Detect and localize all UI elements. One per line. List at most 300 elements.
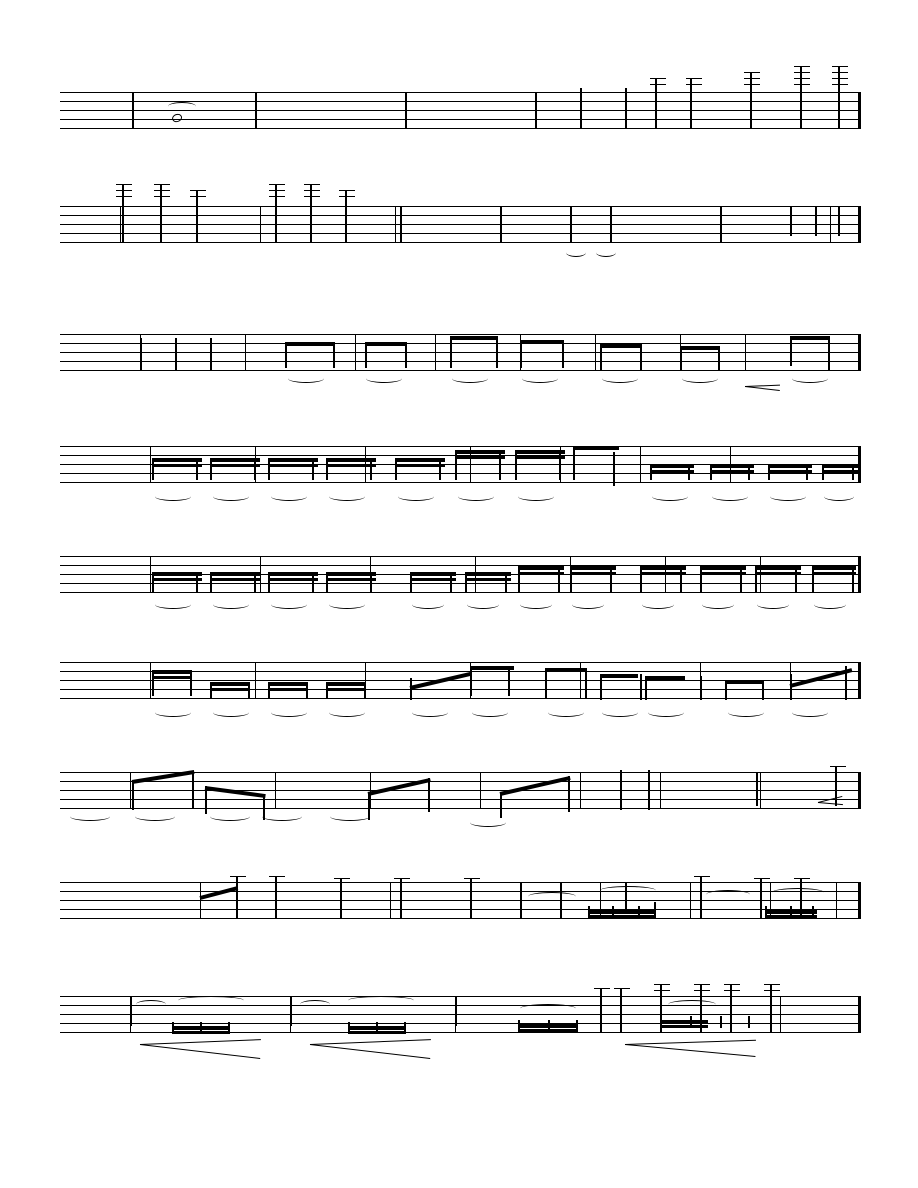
ledger-line bbox=[724, 984, 740, 985]
slur bbox=[329, 708, 365, 717]
staff-line bbox=[60, 882, 858, 883]
ledger-line bbox=[190, 196, 206, 197]
beam-secondary bbox=[410, 578, 456, 581]
beam-secondary bbox=[210, 688, 250, 691]
staff-7 bbox=[0, 772, 918, 812]
slur bbox=[520, 1004, 576, 1013]
ledger-line bbox=[116, 196, 132, 197]
beam bbox=[588, 910, 654, 914]
beamed-note-stem bbox=[499, 450, 501, 480]
slur bbox=[548, 708, 584, 717]
slur bbox=[757, 600, 789, 609]
barline bbox=[275, 772, 276, 809]
barline bbox=[260, 556, 261, 593]
ledger-line bbox=[830, 766, 846, 767]
slur bbox=[70, 812, 110, 821]
dynamic-hairpin bbox=[625, 1044, 755, 1057]
beam bbox=[650, 464, 694, 468]
note-stem bbox=[132, 92, 134, 128]
beam-secondary bbox=[465, 578, 511, 581]
beam bbox=[645, 676, 685, 680]
staff-line bbox=[60, 808, 858, 809]
note-stem bbox=[122, 184, 124, 242]
staff-line bbox=[60, 790, 858, 791]
slur bbox=[329, 492, 365, 501]
staff-line bbox=[60, 242, 858, 243]
staff-8 bbox=[0, 882, 918, 922]
barline bbox=[200, 882, 201, 919]
staff-line bbox=[60, 900, 858, 901]
note-stem bbox=[600, 988, 602, 1032]
barline bbox=[780, 996, 781, 1033]
staff-line bbox=[60, 583, 858, 584]
note-stem bbox=[580, 88, 582, 128]
barline bbox=[150, 662, 151, 699]
beam bbox=[520, 340, 564, 344]
slur bbox=[330, 812, 370, 821]
staff-5 bbox=[0, 556, 918, 596]
beam-secondary bbox=[268, 464, 318, 467]
beam bbox=[660, 1020, 708, 1024]
slur bbox=[168, 102, 196, 111]
beamed-note-stem bbox=[640, 674, 642, 700]
slur bbox=[467, 600, 499, 609]
slur bbox=[770, 492, 806, 501]
ledger-line bbox=[754, 878, 770, 879]
beamed-note-stem bbox=[720, 1016, 722, 1028]
beam bbox=[152, 458, 202, 462]
ledger-line bbox=[744, 78, 760, 79]
final-barline bbox=[858, 996, 861, 1033]
beam bbox=[700, 566, 746, 570]
staff-line bbox=[60, 996, 858, 997]
note-stem bbox=[500, 206, 502, 242]
staff-line bbox=[60, 343, 858, 344]
slur bbox=[348, 996, 414, 1005]
beam-secondary bbox=[326, 578, 376, 581]
beamed-note-stem bbox=[756, 772, 758, 806]
staff-2 bbox=[0, 206, 918, 246]
slur bbox=[728, 708, 764, 717]
note-stem bbox=[770, 984, 772, 1032]
staff-line bbox=[60, 909, 858, 910]
beamed-note-stem bbox=[835, 766, 837, 806]
slur bbox=[155, 708, 191, 717]
notehead-open bbox=[171, 113, 183, 123]
beamed-note-stem bbox=[470, 666, 472, 696]
beamed-note-stem bbox=[585, 668, 587, 698]
slur bbox=[642, 600, 674, 609]
slur bbox=[329, 600, 365, 609]
beam-secondary bbox=[210, 578, 260, 581]
slur bbox=[155, 600, 191, 609]
slur bbox=[262, 812, 302, 821]
slur bbox=[596, 248, 616, 257]
note-stem bbox=[255, 92, 257, 128]
beam bbox=[410, 572, 456, 576]
staff-line bbox=[60, 224, 858, 225]
ledger-line bbox=[832, 72, 848, 73]
beam-slanted bbox=[205, 786, 266, 798]
staff-line bbox=[60, 918, 858, 919]
beam bbox=[210, 458, 260, 462]
ledger-line bbox=[269, 196, 285, 197]
final-barline bbox=[858, 446, 861, 483]
slur bbox=[600, 886, 656, 895]
ledger-line bbox=[594, 988, 610, 989]
ledger-line bbox=[394, 878, 410, 879]
barline bbox=[580, 772, 581, 809]
slur bbox=[412, 600, 444, 609]
staff-line bbox=[60, 662, 858, 663]
note-stem bbox=[236, 876, 238, 918]
slur bbox=[824, 492, 854, 501]
system-2 bbox=[0, 176, 918, 296]
beam-secondary bbox=[348, 1031, 406, 1034]
ledger-line bbox=[654, 984, 670, 985]
ledger-line bbox=[154, 184, 170, 185]
ledger-line bbox=[750, 772, 766, 773]
system-7 bbox=[0, 742, 918, 862]
beamed-note-stem bbox=[613, 452, 615, 486]
note-stem bbox=[815, 206, 817, 236]
beam bbox=[640, 566, 686, 570]
slur bbox=[572, 600, 604, 609]
final-barline bbox=[858, 92, 861, 129]
beamed-note-stem bbox=[573, 446, 575, 480]
beam-secondary bbox=[172, 1031, 230, 1034]
note-stem bbox=[610, 206, 612, 242]
barline bbox=[395, 206, 396, 243]
note-stem bbox=[275, 876, 277, 918]
slur bbox=[412, 708, 448, 717]
ledger-line bbox=[686, 78, 702, 79]
note-stem bbox=[455, 996, 457, 1026]
ledger-line bbox=[686, 84, 702, 85]
beamed-note-stem bbox=[428, 778, 430, 812]
slur bbox=[458, 492, 494, 501]
ledger-line bbox=[269, 184, 285, 185]
slur bbox=[518, 492, 554, 501]
slur bbox=[792, 374, 828, 383]
ledger-line bbox=[694, 984, 710, 985]
beam bbox=[822, 464, 858, 468]
beam bbox=[600, 674, 638, 678]
beam bbox=[518, 1024, 576, 1028]
ledger-line bbox=[650, 84, 666, 85]
ledger-line bbox=[339, 196, 355, 197]
beam bbox=[755, 566, 801, 570]
ledger-line bbox=[116, 184, 132, 185]
final-barline bbox=[858, 556, 861, 593]
note-stem bbox=[730, 984, 732, 1032]
slur bbox=[472, 708, 508, 717]
beam bbox=[210, 682, 250, 686]
note-stem bbox=[175, 338, 177, 370]
ledger-line bbox=[832, 84, 848, 85]
slur bbox=[772, 888, 824, 897]
barline bbox=[640, 446, 641, 483]
barline bbox=[390, 882, 391, 919]
system-6 bbox=[0, 632, 918, 752]
beam-secondary bbox=[650, 470, 694, 473]
staff-line bbox=[60, 1023, 858, 1024]
beam bbox=[326, 682, 366, 686]
note-stem bbox=[620, 988, 622, 1032]
beam bbox=[812, 566, 856, 570]
final-barline bbox=[858, 772, 861, 809]
slur bbox=[178, 996, 244, 1005]
beam-secondary bbox=[588, 915, 654, 918]
barline bbox=[130, 772, 131, 809]
beam bbox=[790, 336, 830, 340]
note-stem bbox=[310, 184, 312, 242]
barline bbox=[435, 334, 436, 371]
beam-secondary bbox=[152, 676, 192, 679]
dynamic-hairpin bbox=[140, 1039, 261, 1045]
barline bbox=[255, 662, 256, 699]
note-stem bbox=[655, 78, 657, 128]
staff-line bbox=[60, 352, 858, 353]
dynamic-hairpin bbox=[818, 802, 843, 805]
beamed-note-stem bbox=[576, 1020, 578, 1032]
note-stem bbox=[690, 78, 692, 128]
beam bbox=[465, 572, 511, 576]
beamed-note-stem bbox=[748, 1016, 750, 1028]
beam-secondary bbox=[395, 464, 445, 467]
beam bbox=[518, 566, 564, 570]
barline bbox=[245, 334, 246, 371]
ledger-line bbox=[269, 190, 285, 191]
ledger-line bbox=[154, 196, 170, 197]
staff-3 bbox=[0, 334, 918, 374]
final-barline bbox=[858, 206, 861, 243]
beam-secondary bbox=[326, 464, 376, 467]
staff-line bbox=[60, 215, 858, 216]
beam-secondary bbox=[755, 572, 801, 575]
note-stem bbox=[535, 92, 537, 128]
staff-line bbox=[60, 446, 858, 447]
ledger-line bbox=[794, 78, 810, 79]
beam-secondary bbox=[326, 688, 366, 691]
slur bbox=[135, 812, 175, 821]
note-stem bbox=[140, 338, 142, 370]
note-stem bbox=[790, 206, 792, 236]
beam bbox=[765, 910, 817, 914]
staff-4 bbox=[0, 446, 918, 486]
ledger-line bbox=[654, 990, 670, 991]
slur bbox=[300, 1000, 330, 1009]
beamed-note-stem bbox=[520, 340, 522, 368]
staff-line bbox=[60, 799, 858, 800]
note-stem bbox=[800, 66, 802, 128]
barline bbox=[830, 206, 831, 243]
slur bbox=[706, 890, 750, 899]
ledger-line bbox=[304, 190, 320, 191]
slur bbox=[814, 600, 846, 609]
ledger-line bbox=[764, 990, 780, 991]
slur bbox=[452, 374, 488, 383]
ledger-line bbox=[694, 990, 710, 991]
beam bbox=[570, 566, 616, 570]
beamed-note-stem bbox=[515, 450, 517, 480]
barline bbox=[150, 446, 151, 483]
note-stem bbox=[196, 190, 198, 242]
slur bbox=[136, 1000, 166, 1009]
staff-line bbox=[60, 482, 858, 483]
ledger-line bbox=[304, 184, 320, 185]
staff-line bbox=[60, 1005, 858, 1006]
note-stem bbox=[400, 878, 402, 918]
beam bbox=[545, 668, 585, 672]
barline bbox=[260, 206, 261, 243]
ledger-line bbox=[464, 878, 480, 879]
note-stem bbox=[570, 206, 572, 242]
beam-secondary bbox=[812, 572, 856, 575]
dynamic-hairpin bbox=[140, 1044, 260, 1059]
staff-line bbox=[60, 592, 858, 593]
slur bbox=[566, 248, 586, 257]
staff-6 bbox=[0, 662, 918, 702]
beam-secondary bbox=[152, 464, 202, 467]
beam-slanted bbox=[410, 672, 471, 690]
beamed-note-stem bbox=[455, 450, 457, 480]
note-stem bbox=[760, 878, 762, 918]
beam-slanted bbox=[199, 886, 238, 900]
beam bbox=[365, 342, 407, 346]
beam-secondary bbox=[152, 578, 202, 581]
note-stem bbox=[838, 66, 840, 128]
beamed-note-stem bbox=[450, 336, 452, 368]
note-stem bbox=[625, 88, 627, 128]
beam-secondary bbox=[518, 1029, 576, 1032]
slur bbox=[470, 818, 506, 827]
beamed-note-stem bbox=[790, 336, 792, 366]
beam bbox=[450, 336, 498, 340]
ledger-line bbox=[650, 78, 666, 79]
note-stem bbox=[470, 878, 472, 918]
slur bbox=[271, 708, 307, 717]
note-stem bbox=[700, 876, 702, 918]
beam bbox=[515, 450, 565, 454]
beam-secondary bbox=[768, 470, 812, 473]
slur bbox=[792, 708, 828, 717]
slur bbox=[668, 1000, 716, 1009]
beam bbox=[152, 572, 202, 576]
ledger-line bbox=[832, 66, 848, 67]
beam-secondary bbox=[518, 572, 564, 575]
slur bbox=[602, 708, 638, 717]
note-stem bbox=[340, 878, 342, 918]
beamed-note-stem bbox=[620, 770, 622, 810]
staff-line bbox=[60, 206, 858, 207]
staff-line bbox=[60, 361, 858, 362]
beam bbox=[725, 680, 763, 684]
beam bbox=[268, 458, 318, 462]
barline bbox=[355, 334, 356, 371]
ledger-line bbox=[269, 876, 285, 877]
beamed-note-stem bbox=[496, 336, 498, 368]
ledger-line bbox=[794, 72, 810, 73]
slur bbox=[648, 708, 684, 717]
ledger-line bbox=[694, 876, 710, 877]
barline bbox=[690, 882, 691, 919]
beam-secondary bbox=[822, 470, 858, 473]
slur bbox=[210, 812, 250, 821]
slur bbox=[520, 600, 552, 609]
beam-secondary bbox=[570, 572, 616, 575]
beam bbox=[268, 572, 318, 576]
system-4 bbox=[0, 416, 918, 536]
final-barline bbox=[858, 662, 861, 699]
final-barline bbox=[858, 334, 861, 371]
beam-secondary bbox=[268, 688, 308, 691]
beamed-note-stem bbox=[192, 772, 194, 808]
beam bbox=[152, 670, 192, 674]
slur bbox=[271, 492, 307, 501]
ledger-line bbox=[154, 190, 170, 191]
beam-secondary bbox=[455, 456, 505, 459]
ledger-line bbox=[744, 72, 760, 73]
beam-secondary bbox=[268, 578, 318, 581]
slur bbox=[528, 892, 576, 901]
ledger-line bbox=[744, 84, 760, 85]
ledger-line bbox=[832, 78, 848, 79]
ledger-line bbox=[116, 190, 132, 191]
slur bbox=[712, 492, 748, 501]
note-stem bbox=[290, 996, 292, 1026]
dynamic-hairpin bbox=[310, 1044, 430, 1059]
slur bbox=[702, 600, 734, 609]
barline bbox=[120, 206, 121, 243]
beamed-note-stem bbox=[559, 450, 561, 480]
staff-line bbox=[60, 556, 858, 557]
staff-line bbox=[60, 92, 858, 93]
system-3 bbox=[0, 304, 918, 424]
note-stem bbox=[160, 184, 162, 242]
slur bbox=[288, 374, 324, 383]
beam bbox=[172, 1026, 230, 1030]
system-9 bbox=[0, 966, 918, 1086]
slur bbox=[652, 492, 688, 501]
beam bbox=[680, 346, 720, 350]
beam bbox=[573, 446, 619, 450]
beamed-note-stem bbox=[508, 666, 510, 696]
beamed-note-stem bbox=[828, 340, 830, 370]
slur bbox=[155, 492, 191, 501]
staff-line bbox=[60, 781, 858, 782]
note-stem bbox=[275, 184, 277, 242]
note-stem bbox=[400, 206, 402, 242]
ledger-line bbox=[190, 190, 206, 191]
beam bbox=[326, 458, 376, 462]
beam-secondary bbox=[660, 1025, 708, 1028]
dynamic-hairpin bbox=[625, 1040, 756, 1045]
beam bbox=[455, 450, 505, 454]
note-stem bbox=[720, 206, 722, 242]
note-stem bbox=[130, 996, 132, 1026]
note-stem bbox=[520, 882, 522, 918]
slur bbox=[271, 600, 307, 609]
ledger-line bbox=[614, 988, 630, 989]
final-barline bbox=[858, 882, 861, 919]
barline bbox=[480, 772, 481, 809]
beamed-note-stem bbox=[568, 776, 570, 812]
slur bbox=[682, 374, 718, 383]
page-title bbox=[0, 21, 1, 22]
system-1 bbox=[0, 62, 918, 182]
beamed-note-stem bbox=[562, 340, 564, 368]
